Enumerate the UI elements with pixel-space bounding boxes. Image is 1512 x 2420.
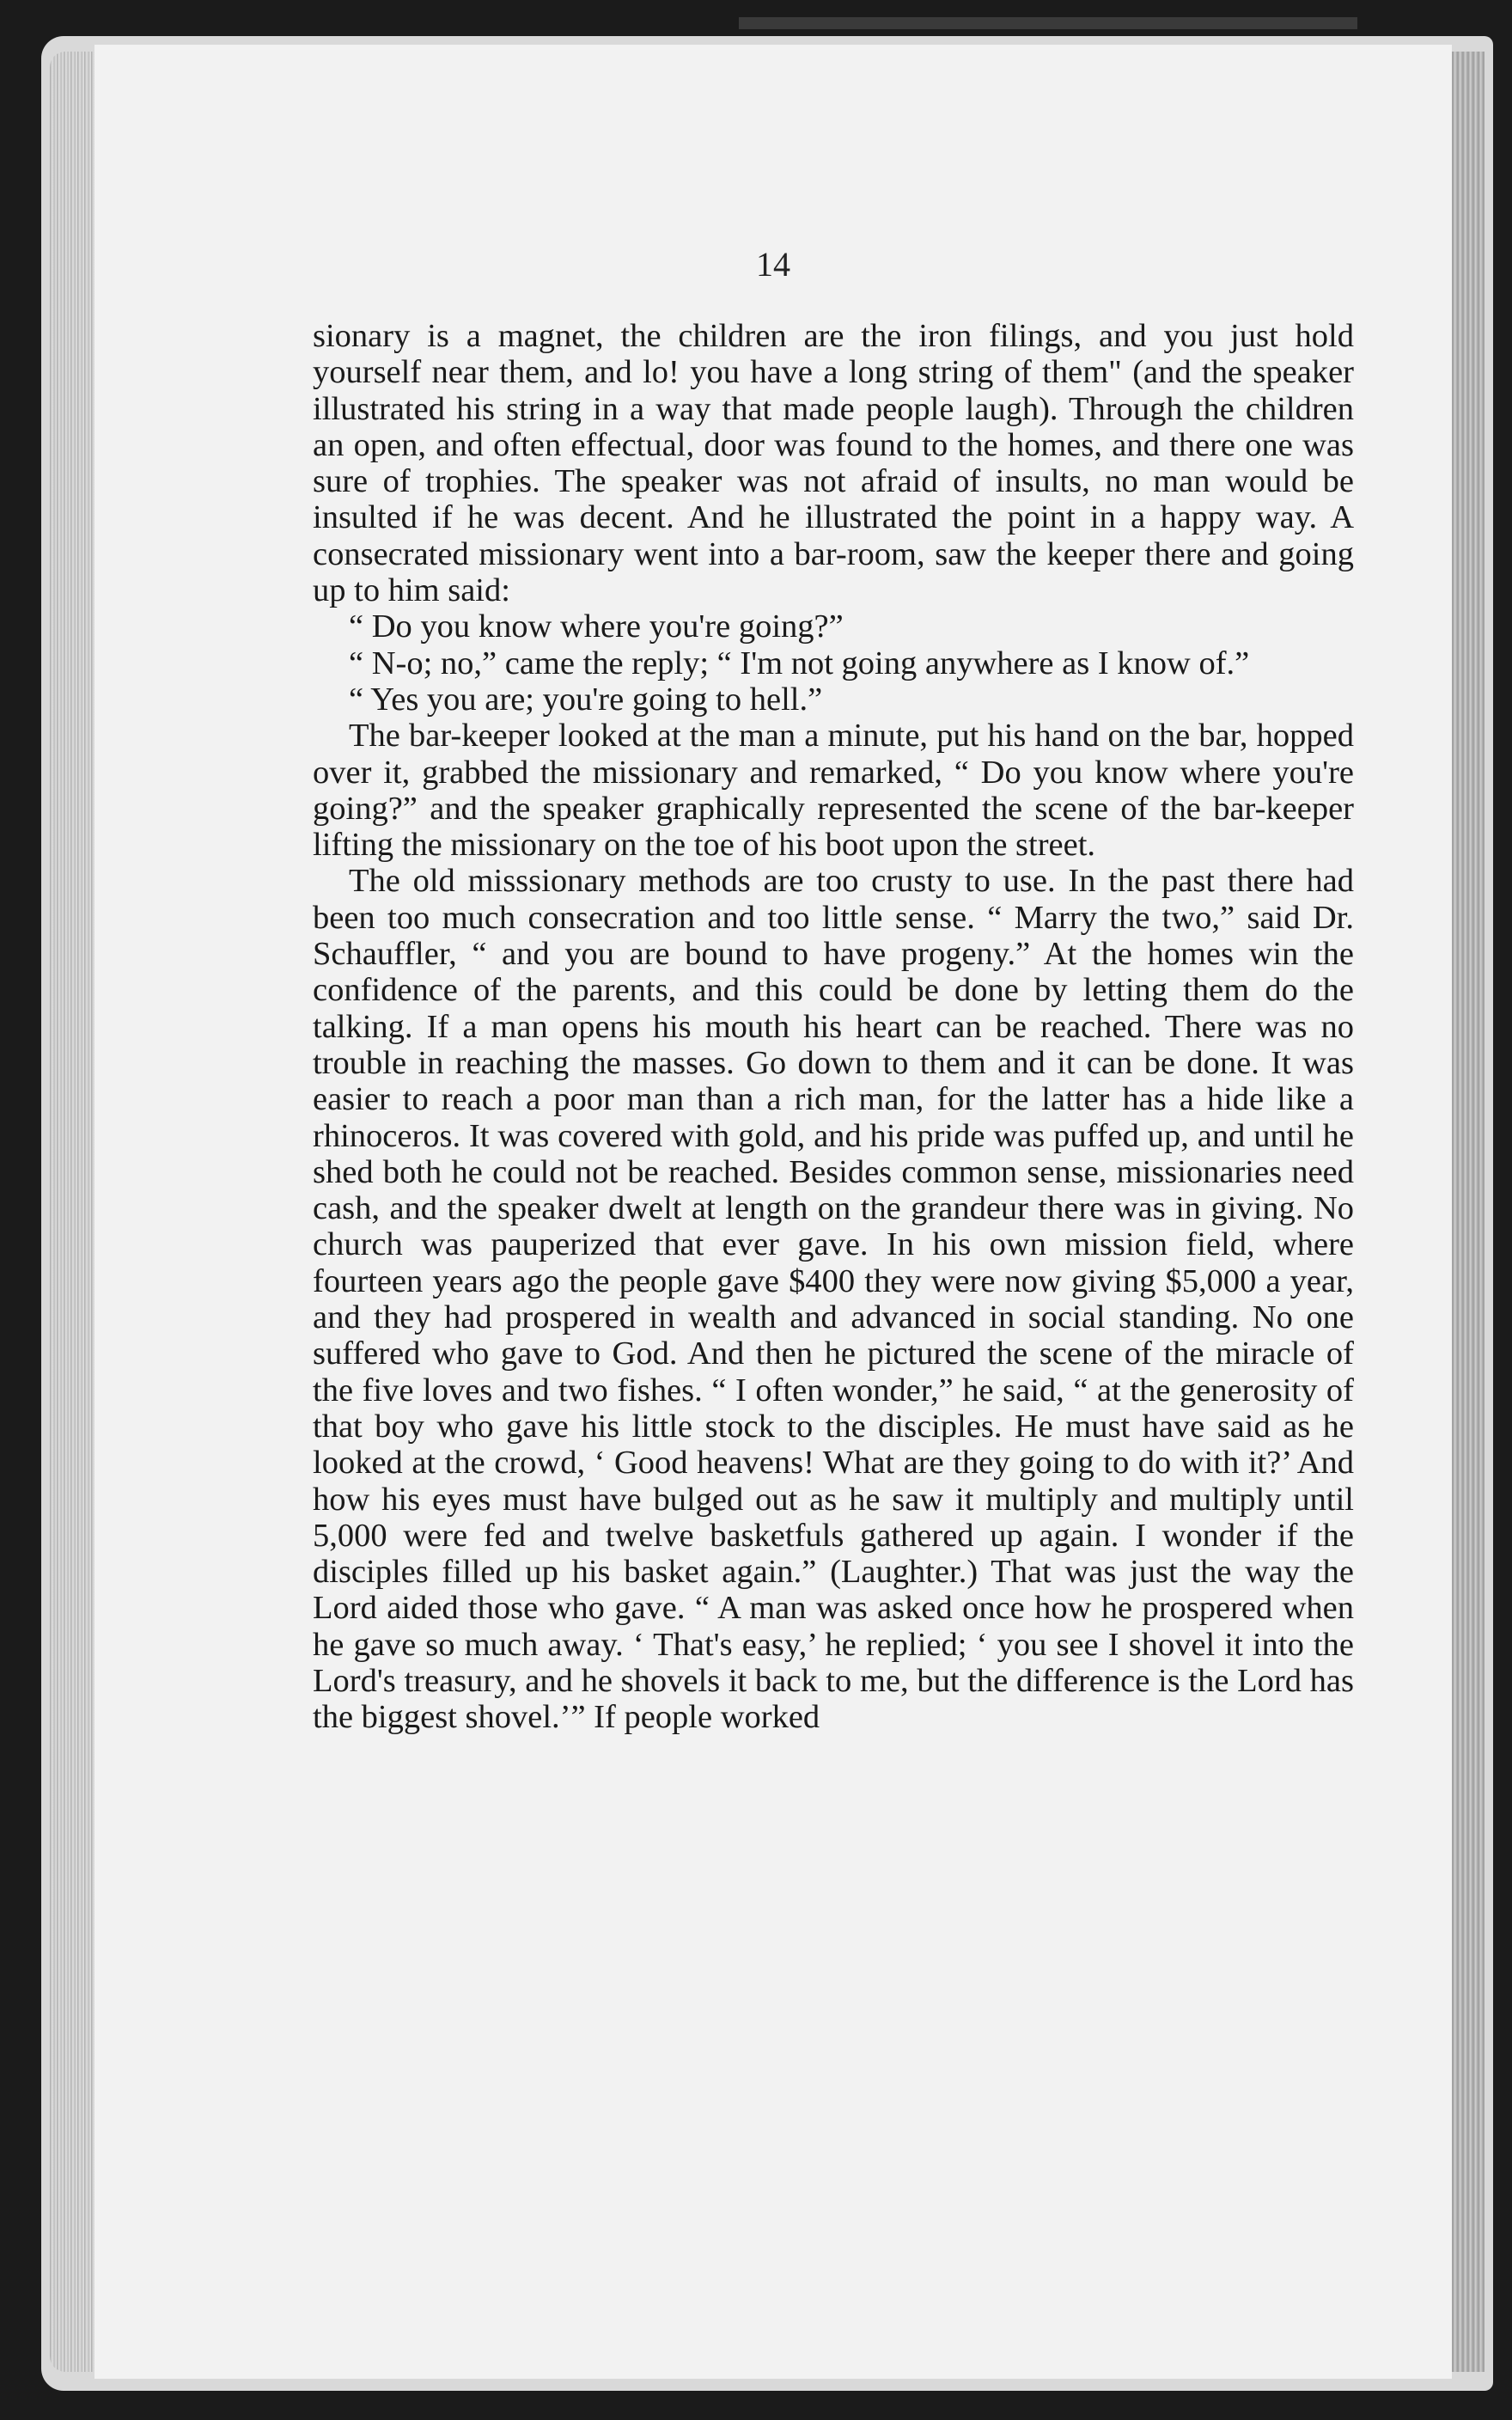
paragraph-continuation: sionary is a magnet, the children are the iron filings, and you just hold yourself near them, and lo! you have a long string of them" (and the speaker illustrated his string in a way that made people laugh). Through the children an open, and often effectual, door was found to the homes, and there one was sure of trophies. The speaker was not afraid of insults, no man would be insulted if he was decent. And he illustrated the point in a happy way. A consecrated missionary went into a bar-room, saw the keeper there and going up to him said: [313,318,1354,609]
paragraph-dialogue: “ Do you know where you're going?” [349,608,844,645]
paragraph: The bar-keeper looked at the man a minute, put his hand on the bar, hopped over it, grabbed the missionary and remarked, “ Do you know where you're going?” and the speaker graphically represented the scene of the bar-keeper lifting the missionary on the toe of his boot upon the street. [313,718,1354,864]
page-edge-stack-right [1450,52,1485,2372]
paragraph-dialogue: “ N-o; no,” came the reply; “ I'm not going anywhere as I know of.” [349,645,1250,681]
book-page [94,45,1452,2379]
paragraph: The old misssionary methods are too crusty to use. In the past there had been too much consecration and too little sense. “ Marry the two,” said Dr. Schauffler, “ and you are bound to have progeny.” At the homes win the confidence of the parents, and this could be done by letting them do the talking. If a man opens his mouth his heart can be reached. There was no trouble in reaching the masses. Go down to them and it can be done. It was easier to reach a poor man than a rich man, for the latter has a hide like a rhinoceros. It was covered with gold, and his pride was puffed up, and until he shed both he could not be reached. Besides common sense, missionaries need cash, and the speaker dwelt at length on the grandeur there was in giving. No church was pauperized that ever gave. In his own mission field, where fourteen years ago the people gave $400 they were now giving $5,000 a year, and they had prospered in wealth and advanced in social standing. No one suffered who gave to God. And then he pictured the scene of the miracle of the five loves and two fishes. “ I often wonder,” he said, “ at the generosity of that boy who gave his little stock to the disciples. He must have said as he looked at the crowd, ‘ Good heavens! What are they going to do with it?’ And how his eyes must have bulged out as he saw it multiply and multiply until 5,000 were fed and twelve basketfuls gathered up again. I wonder if the disciples filled up his basket again.” (Laughter.) That was just the way the Lord aided those who gave. “ A man was asked once how he prospered when he gave so much away. ‘ That's easy,’ he replied; ‘ you see I shovel it into the Lord's treasury, and he shovels it back to me, but the difference is the Lord has the biggest shovel.’” If people worked [313,863,1354,1736]
page-edge-stack-left [50,52,101,2372]
page-number: 14 [756,245,790,284]
body-text [313,318,1354,1736]
scan-border [739,17,1357,29]
paragraph-dialogue: “ Yes you are; you're going to hell.” [349,681,823,718]
